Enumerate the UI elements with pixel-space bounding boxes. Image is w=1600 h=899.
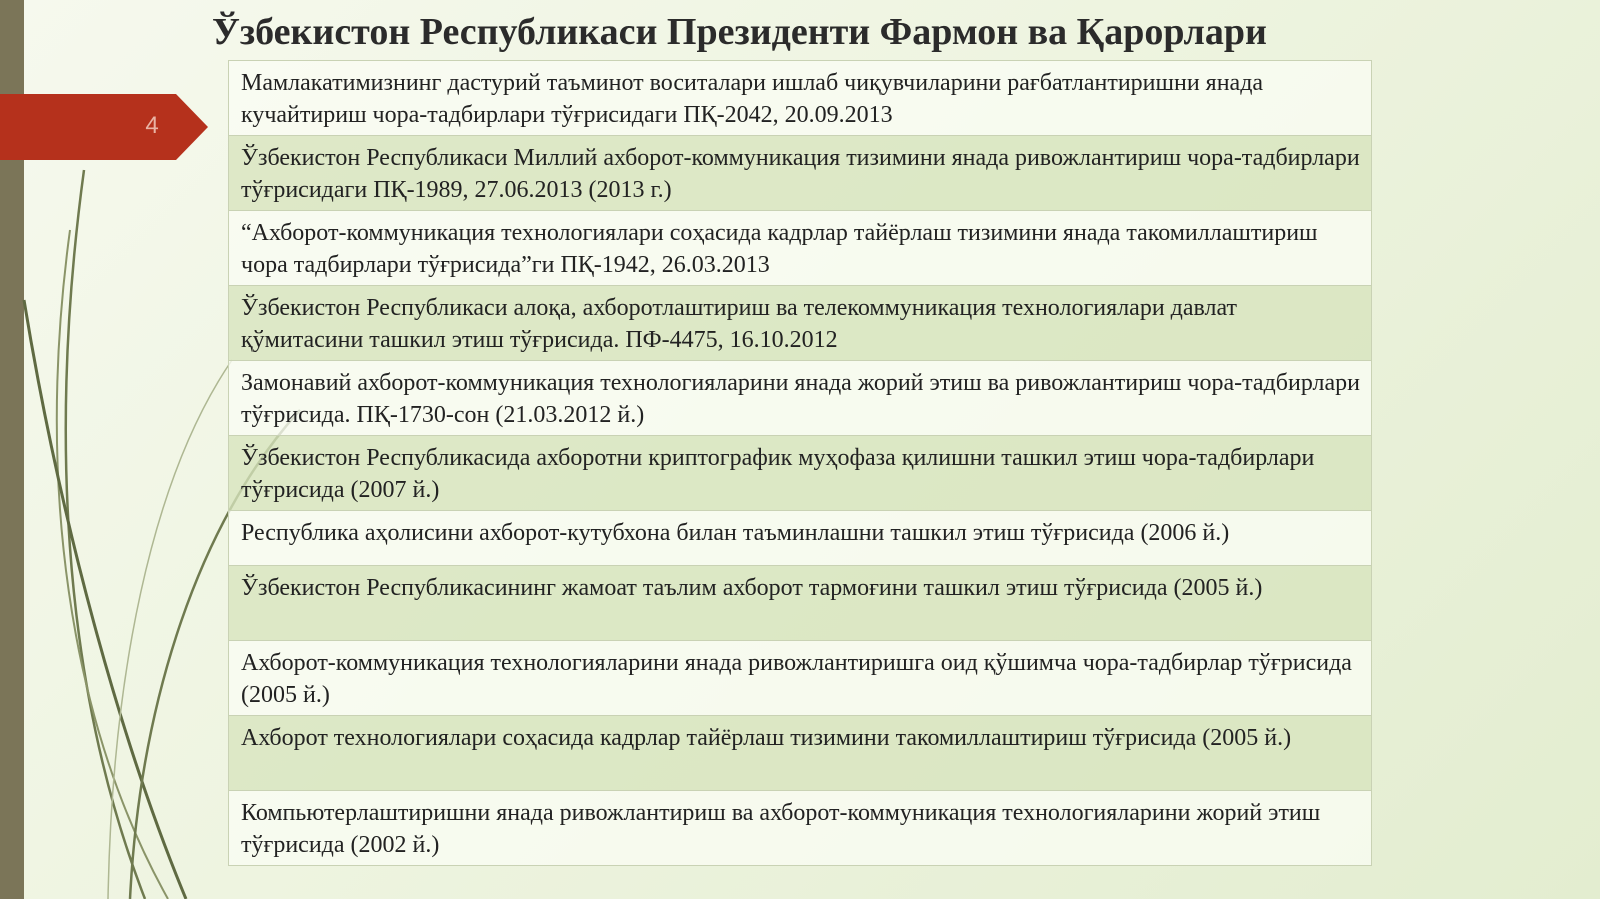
table-row <box>229 511 1372 566</box>
decree-cell: “Ахборот-коммуникация технологиялари соҳасида кадрлар тайёрлаш тизимини янада такомиллаштириш чора тадбирлари тўғрисида”ги ПҚ-1942, 26.03.2013 <box>229 211 1372 286</box>
decree-cell: Республика аҳолисини ахборот-кутубхона билан таъминлашни ташкил этиш тўғрисида (2006 й.) <box>229 511 1372 566</box>
table-row <box>229 566 1372 641</box>
table-row <box>229 136 1372 211</box>
decree-cell: Замонавий ахборот-коммуникация технологияларини янада жорий этиш ва ривожлантириш чора-тадбирлари тўғрисида. ПҚ-1730-сон (21.03.2012 й.) <box>229 361 1372 436</box>
decree-cell: Ахборот-коммуникация технологияларини янада ривожлантиришга оид қўшимча чора-тадбирлар тўғрисида (2005 й.) <box>229 641 1372 716</box>
decree-cell: Ўзбекистон Республикасининг жамоат таълим ахборот тармоғини ташкил этиш тўғрисида (2005 й.) <box>229 566 1372 641</box>
slide-title: Ўзбекистон Республикаси Президенти Фармон ва Қарорлари <box>212 11 1267 53</box>
decree-cell: Ахборот технологиялари соҳасида кадрлар тайёрлаш тизимини такомиллаштириш тўғрисида (2005 й.) <box>229 716 1372 791</box>
decree-cell: Мамлакатимизнинг дастурий таъминот воситалари ишлаб чиқувчиларини рағбатлантиришни янада кучайтириш чора-тадбирлари тўғрисидаги ПҚ-2042, 20.09.2013 <box>229 61 1372 136</box>
slide-number-tab <box>0 94 208 160</box>
table-row <box>229 641 1372 716</box>
table-row <box>229 361 1372 436</box>
table-row <box>229 716 1372 791</box>
table-row <box>229 436 1372 511</box>
decree-cell: Ўзбекистон Республикаси алоқа, ахборотлаштириш ва телекоммуникация технологиялари давлат қўмитасини ташкил этиш тўғрисида. ПФ-4475, 16.10.2012 <box>229 286 1372 361</box>
decrees-table <box>228 60 1372 866</box>
decree-cell: Ўзбекистон Республикаси Миллий ахборот-коммуникация тизимини янада ривожлантириш чора-тадбирлари тўғрисидаги ПҚ-1989, 27.06.2013 (2013 г.) <box>229 136 1372 211</box>
slide-number: 4 <box>145 112 159 139</box>
decree-cell: Ўзбекистон Республикасида ахборотни криптографик муҳофаза қилишни ташкил этиш чора-тадбирлари тўғрисида (2007 й.) <box>229 436 1372 511</box>
decree-cell: Компьютерлаштиришни янада ривожлантириш ва ахборот-коммуникация технологияларини жорий этиш тўғрисида (2002 й.) <box>229 791 1372 866</box>
table-row <box>229 211 1372 286</box>
table-row <box>229 286 1372 361</box>
table-row <box>229 791 1372 866</box>
table-row <box>229 61 1372 136</box>
